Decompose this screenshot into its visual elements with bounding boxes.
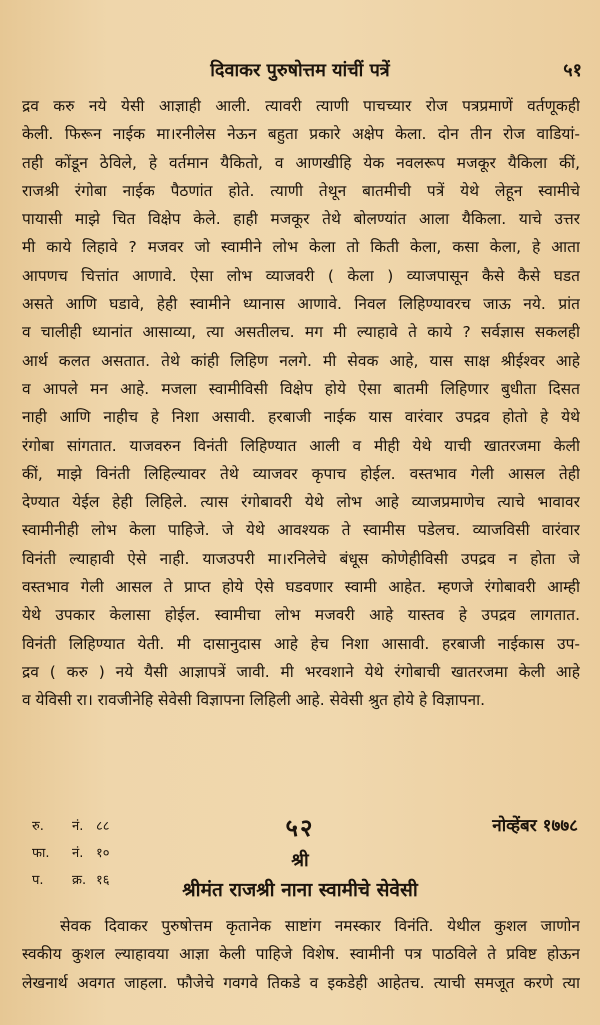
reference-key: फा. xyxy=(32,846,50,861)
body-line: पायासी माझे चित विक्षेप केले. हाही मजकूर तेथे बोलण्यांत आला यैकिला. याचे उत्तर xyxy=(22,210,580,229)
letter-line: स्वकीय कुशल ल्याहावया आज्ञा केली पाहिजे विशेष. स्वामीनी पत्र पाठविले ते प्रविष्ट होऊन xyxy=(22,945,580,964)
body-line: वस्तभाव गेली आसल ते प्राप्त होये ऐसे घडवणार स्वामी आहेत. म्हणजे रंगोबावरी आम्ही xyxy=(22,578,580,597)
body-line: विनंती लिहिण्यात येती. मी दासानुदास आहे हेच निशा आसावी. हरबाजी नाईकास उप- xyxy=(22,634,580,653)
letter-line: सेवक दिवाकर पुरुषोत्तम कृतानेक साष्टांग नमस्कार विनंति. येथील कुशल जाणोन xyxy=(60,917,580,935)
letter-number: ५२ xyxy=(285,814,315,842)
letter-address: श्रीमंत राजश्री नाना स्वामीचे सेवेसी xyxy=(182,879,418,901)
body-line: विनंती ल्याहावी ऐसे नाही. याजउपरी मा।रनिलेचे बंधूस कोणेहीविसी उपद्रव न होता जे xyxy=(22,549,580,568)
page-number: ५१ xyxy=(563,60,582,81)
reference-label: क्र. xyxy=(72,873,87,888)
reference-label: नं. xyxy=(72,846,84,861)
reference-value: १६ xyxy=(96,873,110,888)
body-line: येथे उपकार केलासा होईल. स्वामीचा लोभ मजवरी आहे यास्तव हे उपद्रव लागतात. xyxy=(22,606,580,625)
body-line: आर्थ कलत असतात. तेथे कांही लिहिण नलगे. मी सेवक आहे, यास साक्ष श्रीईश्वर आहे xyxy=(22,351,580,370)
reference-value: ८८ xyxy=(96,819,110,834)
body-line: मी काये लिहावे ? मजवर जो स्वामीने लोभ केला तो किती केला, कसा केला, हे आता xyxy=(22,238,580,257)
letter-51-body xyxy=(22,92,580,715)
body-line: रंगोबा सांगतात. याजवरुन विनंती लिहिण्यात आली व मीही येथे याची खातरजमा केली xyxy=(22,436,580,455)
body-line: व आपले मन आहे. मजला स्वामीविसी विक्षेप होये ऐसा बातमी लिहिणार बुधीता दिसत xyxy=(22,379,580,398)
running-title: दिवाकर पुरुषोत्तम यांचीं पत्रें xyxy=(210,60,390,81)
body-line: कीं, माझे विनंती लिहिल्यावर तेथे व्याजवर कृपाच होईल. वस्तभाव गेली आसल तेही xyxy=(22,464,580,483)
body-line: व येविसी रा। रावजीनेहि सेवेसी विज्ञापना लिहिली आहे. सेवेसी श्रुत होये हे विज्ञापना. xyxy=(22,691,486,710)
reference-key: प. xyxy=(32,873,44,888)
reference-label: नं. xyxy=(72,819,84,834)
body-line: केली. फिरून नाईक मा।रनीलेस नेऊन बहुता प्रकारे अक्षेप केला. दोन तीन रोज वाडियां- xyxy=(22,125,580,144)
body-line: नाही आणि नाहीच हे निशा असावी. हरबाजी नाईक यास वारंवार उपद्रव होतो हे येथे xyxy=(22,408,580,427)
reference-key: रु. xyxy=(32,819,44,834)
body-line: देण्यात येईल हेही लिहिले. त्यास रंगोबावरी येथे लोभ आहे व्याजप्रमाणेच त्याचे भावावर xyxy=(22,493,580,512)
letter-date: नोव्हेंबर १७७८ xyxy=(492,816,578,836)
body-line: द्रव ( करु ) नये यैसी आज्ञापत्रें जावी. मी भरवशाने येथे रंगोबाची खातरजमा केली आहे xyxy=(22,662,580,681)
reference-value: १० xyxy=(96,846,110,861)
body-line: तही कोंडून ठेविले, हे वर्तमान यैकितो, व आणखीहि येक नवलरूप मजकूर यैकिला कीं, xyxy=(22,153,580,172)
body-line: आपणच चित्तांत आणावे. ऐसा लोभ व्याजवरी ( केला ) व्याजपासून कैसे कैसे घडत xyxy=(22,266,580,285)
body-line: राजश्री रंगोबा नाईक पैठणांत होते. त्याणी तेथून बातमीची पत्रें येथे लेहून स्वामीचे xyxy=(22,181,580,200)
body-line: स्वामीनीही लोभ केला पाहिजे. जे येथे आवश्यक ते स्वामीस पडेलच. व्याजविसी वारंवार xyxy=(22,521,580,540)
invocation: श्री xyxy=(291,850,309,871)
body-line: व चालीही ध्यानांत आसाव्या, त्या असतीलच. मग मी ल्याहावे ते काये ? सर्वज्ञास सकलही xyxy=(22,323,580,342)
page-header xyxy=(0,58,600,84)
body-line: असते आणि घडावे, हेही स्वामीने ध्यानास आणावे. निवल लिहिण्यावरच जाऊ नये. प्रांत xyxy=(22,295,580,314)
letter-52-body xyxy=(22,912,580,997)
letter-line: लेखनार्थ अवगत जाहला. फौजेचे गवगवे तिकडे व इकडेही आहेतच. त्याची समजूत करणे त्या xyxy=(22,973,580,992)
body-line: द्रव करु नये येसी आज्ञाही आली. त्यावरी त्याणी पाचच्यार रोज पत्रप्रमाणें वर्तणूकही xyxy=(22,97,580,115)
